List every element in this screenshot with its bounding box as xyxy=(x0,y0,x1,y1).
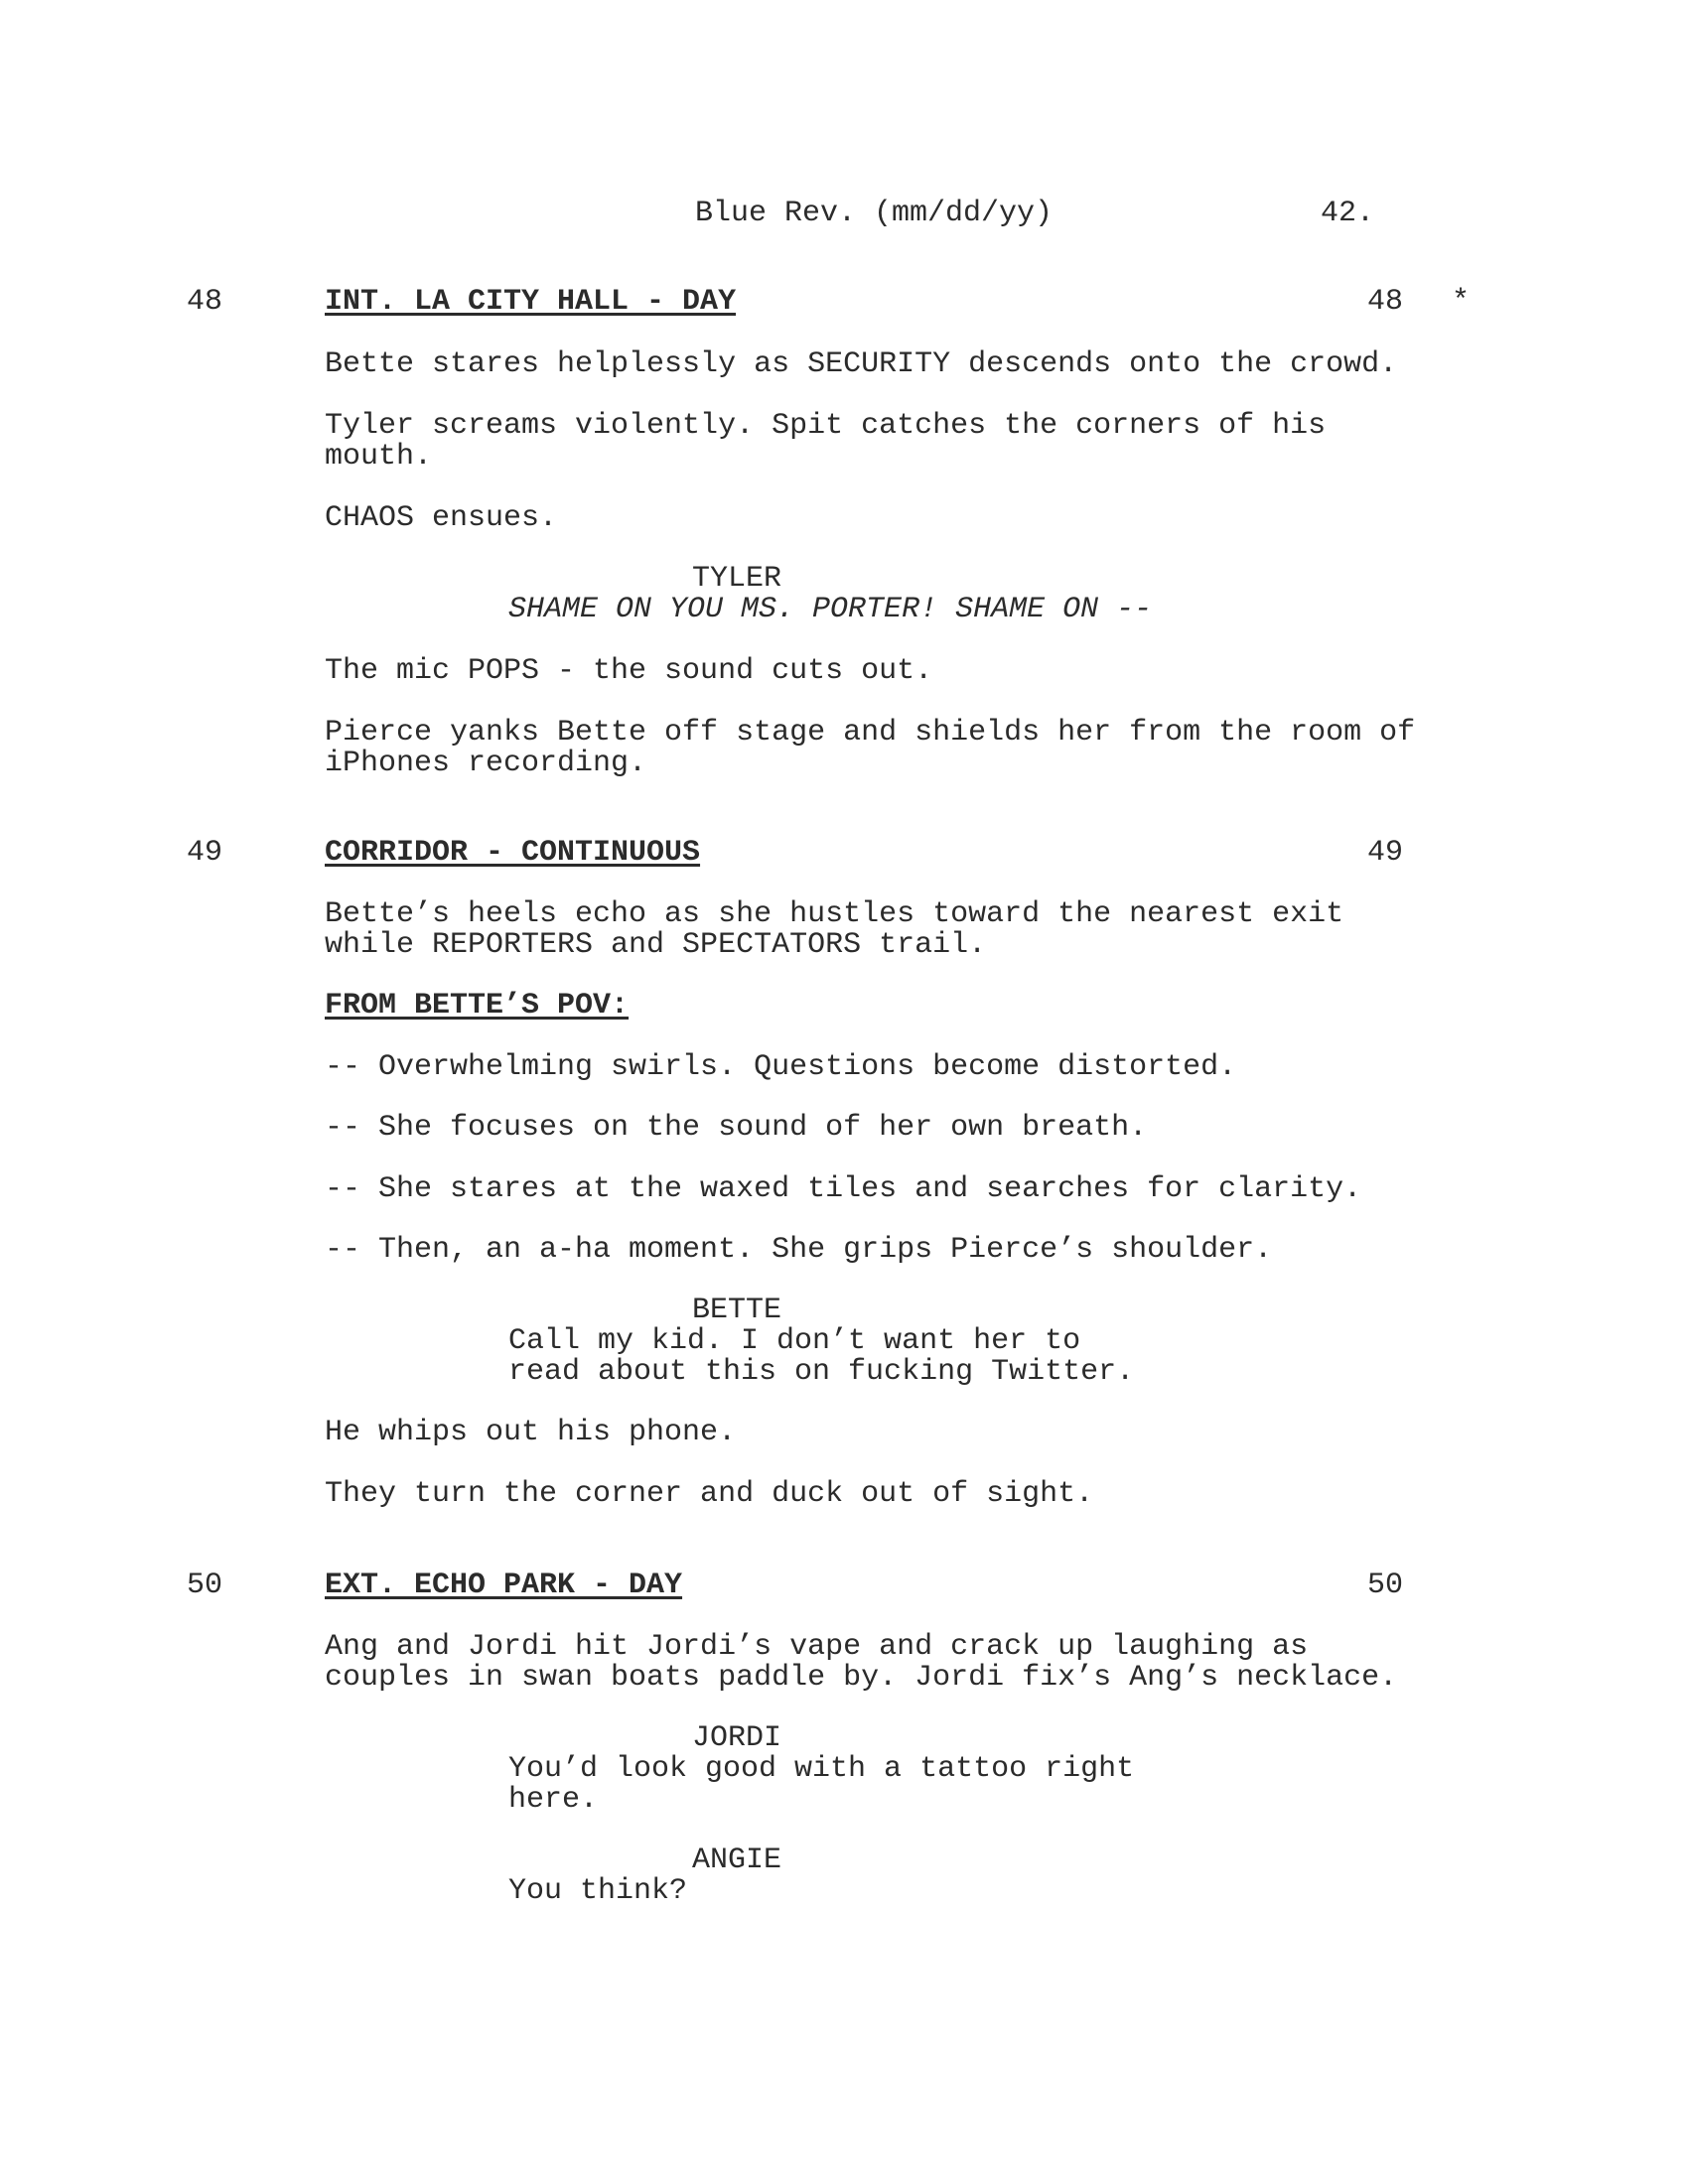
action-line: Bette stares helplessly as SECURITY descends onto the crowd. xyxy=(325,347,1398,381)
action-line: Ang and Jordi hit Jordi’s vape and crack up laughing as couples in swan boats paddle by. Jordi fix’s Ang’s necklace. xyxy=(325,1630,1398,1695)
scene-heading: INT. LA CITY HALL - DAY xyxy=(325,285,737,319)
scene-heading: CORRIDOR - CONTINUOUS xyxy=(325,836,701,870)
dialogue-line: You think? xyxy=(508,1874,688,1908)
action-line: The mic POPS - the sound cuts out. xyxy=(325,654,933,688)
character-name: TYLER xyxy=(692,562,782,596)
dialogue-line: You’d look good with a tattoo right here. xyxy=(508,1752,1135,1817)
scene-number-left: 48 xyxy=(187,285,223,319)
action-line: Bette’s heels echo as she hustles toward the nearest exit while REPORTERS and SPECTATORS trail. xyxy=(325,897,1344,962)
beat-line: -- She focuses on the sound of her own breath. xyxy=(325,1111,1148,1145)
character-name: ANGIE xyxy=(692,1843,782,1877)
revision-mark: * xyxy=(1452,285,1471,319)
beat-line: -- She stares at the waxed tiles and searches for clarity. xyxy=(325,1172,1362,1206)
beat-line: -- Then, an a-ha moment. She grips Pierce’s shoulder. xyxy=(325,1233,1273,1267)
action-line: They turn the corner and duck out of sight. xyxy=(325,1477,1094,1511)
scene-number-left: 50 xyxy=(187,1569,223,1602)
character-name: JORDI xyxy=(692,1721,782,1755)
action-line: Pierce yanks Bette off stage and shields her from the room of iPhones recording. xyxy=(325,716,1416,780)
scene-number-right: 49 xyxy=(1367,836,1404,870)
scene-number-right: 50 xyxy=(1367,1569,1404,1602)
scene-number-right: 48 xyxy=(1367,285,1404,319)
dialogue-line: Call my kid. I don’t want her to read about this on fucking Twitter. xyxy=(508,1324,1135,1389)
action-line: CHAOS ensues. xyxy=(325,501,558,535)
revision-header: Blue Rev. (mm/dd/yy) xyxy=(695,197,1054,230)
subheading: FROM BETTE’S POV: xyxy=(325,989,630,1023)
page-number: 42. xyxy=(1321,197,1375,230)
action-line: Tyler screams violently. Spit catches the corners of his mouth. xyxy=(325,409,1327,474)
scene-number-left: 49 xyxy=(187,836,223,870)
beat-line: -- Overwhelming swirls. Questions become distorted. xyxy=(325,1050,1237,1084)
dialogue-line: SHAME ON YOU MS. PORTER! SHAME ON -- xyxy=(508,593,1153,626)
scene-heading: EXT. ECHO PARK - DAY xyxy=(325,1569,683,1602)
action-line: He whips out his phone. xyxy=(325,1416,737,1449)
character-name: BETTE xyxy=(692,1294,782,1327)
